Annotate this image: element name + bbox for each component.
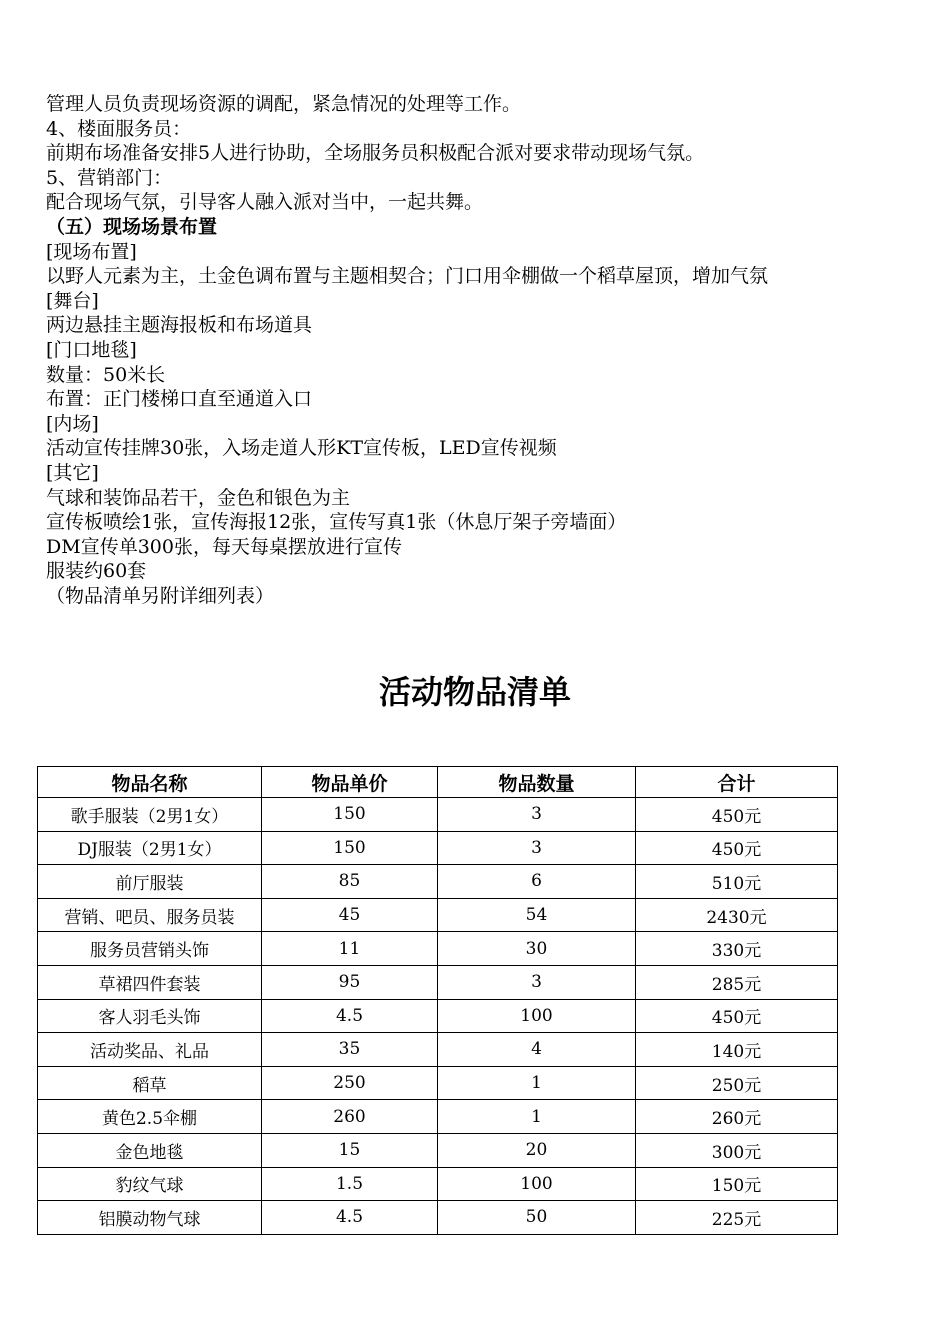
cell-quantity: 4 [438, 1033, 636, 1067]
cell-total: 330元 [636, 932, 838, 966]
cell-unit-price: 260 [262, 1100, 438, 1134]
cell-item-name: 营销、吧员、服务员装 [38, 898, 262, 932]
text-line: 服装约60套 [46, 560, 147, 583]
cell-unit-price: 4.5 [262, 999, 438, 1033]
cell-quantity: 100 [438, 999, 636, 1033]
text-line: [舞台] [46, 289, 99, 312]
cell-quantity: 1 [438, 1100, 636, 1134]
text-line: 活动宣传挂牌30张，入场走道人形KT宣传板，LED宣传视频 [46, 437, 557, 460]
table-row [38, 798, 838, 832]
cell-item-name: 歌手服装（2男1女） [38, 798, 262, 832]
table-row [38, 865, 838, 899]
cell-item-name: 前厅服装 [38, 865, 262, 899]
cell-quantity: 3 [438, 831, 636, 865]
header-quantity: 物品数量 [438, 767, 636, 798]
cell-item-name: 活动奖品、礼品 [38, 1033, 262, 1067]
cell-item-name: 客人羽毛头饰 [38, 999, 262, 1033]
cell-unit-price: 35 [262, 1033, 438, 1067]
table-row [38, 1201, 838, 1235]
text-line: （物品清单另附详细列表） [46, 584, 275, 607]
table-row [38, 831, 838, 865]
cell-total: 250元 [636, 1066, 838, 1100]
header-total: 合计 [636, 767, 838, 798]
text-line: [门口地毯] [46, 338, 137, 361]
cell-unit-price: 95 [262, 965, 438, 999]
text-line: 两边悬挂主题海报板和布场道具 [46, 314, 313, 337]
cell-total: 140元 [636, 1033, 838, 1067]
table-row [38, 1167, 838, 1201]
text-line: [内场] [46, 412, 99, 435]
cell-item-name: 稻草 [38, 1066, 262, 1100]
items-table [37, 766, 838, 1235]
cell-item-name: 黄色2.5伞棚 [38, 1100, 262, 1134]
cell-item-name: 豹纹气球 [38, 1167, 262, 1201]
table-body [38, 798, 838, 1235]
text-line: DM宣传单300张，每天每桌摆放进行宣传 [46, 535, 402, 558]
table-row [38, 999, 838, 1033]
table-row [38, 932, 838, 966]
cell-total: 150元 [636, 1167, 838, 1201]
cell-item-name: 金色地毯 [38, 1133, 262, 1167]
cell-unit-price: 150 [262, 831, 438, 865]
cell-quantity: 1 [438, 1066, 636, 1100]
text-line: [现场布置] [46, 240, 137, 263]
cell-total: 450元 [636, 831, 838, 865]
cell-quantity: 3 [438, 798, 636, 832]
text-line: 宣传板喷绘1张，宣传海报12张，宣传写真1张（休息厅架子旁墙面） [46, 511, 627, 534]
text-line: 布置：正门楼梯口直至通道入口 [46, 388, 313, 411]
header-unit-price: 物品单价 [262, 767, 438, 798]
text-line: 数量：50米长 [46, 363, 166, 386]
cell-total: 260元 [636, 1100, 838, 1134]
text-line: 气球和装饰品若干，金色和银色为主 [46, 486, 351, 509]
table-row [38, 965, 838, 999]
text-line: 管理人员负责现场资源的调配，紧急情况的处理等工作。 [46, 93, 522, 115]
cell-quantity: 30 [438, 932, 636, 966]
cell-quantity: 6 [438, 865, 636, 899]
cell-item-name: 服务员营销头饰 [38, 932, 262, 966]
text-line: 配合现场气氛，引导客人融入派对当中，一起共舞。 [46, 191, 484, 214]
cell-quantity: 20 [438, 1133, 636, 1167]
cell-unit-price: 250 [262, 1066, 438, 1100]
cell-total: 510元 [636, 865, 838, 899]
cell-total: 450元 [636, 999, 838, 1033]
cell-unit-price: 85 [262, 865, 438, 899]
cell-quantity: 100 [438, 1167, 636, 1201]
cell-quantity: 50 [438, 1201, 636, 1235]
text-line: [其它] [46, 461, 99, 484]
section-heading: （五）现场场景布置 [46, 215, 218, 238]
cell-item-name: 草裙四件套装 [38, 965, 262, 999]
table-row [38, 1066, 838, 1100]
text-line: 4、楼面服务员： [46, 117, 192, 140]
cell-total: 450元 [636, 798, 838, 832]
cell-total: 225元 [636, 1201, 838, 1235]
header-item-name: 物品名称 [38, 767, 262, 798]
cell-quantity: 54 [438, 898, 636, 932]
cell-unit-price: 11 [262, 932, 438, 966]
cell-unit-price: 150 [262, 798, 438, 832]
cell-total: 285元 [636, 965, 838, 999]
cell-unit-price: 1.5 [262, 1167, 438, 1201]
table-row [38, 898, 838, 932]
cell-unit-price: 45 [262, 898, 438, 932]
table-row [38, 1033, 838, 1067]
cell-quantity: 3 [438, 965, 636, 999]
table-row [38, 1133, 838, 1167]
table-row [38, 1100, 838, 1134]
cell-total: 300元 [636, 1133, 838, 1167]
cell-unit-price: 4.5 [262, 1201, 438, 1235]
text-line: 以野人元素为主，土金色调布置与主题相契合；门口用伞棚做一个稻草屋顶，增加气氛 [46, 265, 769, 288]
cell-item-name: 铝膜动物气球 [38, 1201, 262, 1235]
cell-total: 2430元 [636, 898, 838, 932]
cell-item-name: DJ服装（2男1女） [38, 831, 262, 865]
body-text [46, 92, 926, 608]
text-line: 5、营销部门： [46, 166, 173, 189]
text-line: 前期布场准备安排5人进行协助，全场服务员积极配合派对要求带动现场气氛。 [46, 142, 705, 165]
table-header-row [38, 767, 838, 798]
document-title: 活动物品清单 [378, 673, 571, 711]
cell-unit-price: 15 [262, 1133, 438, 1167]
